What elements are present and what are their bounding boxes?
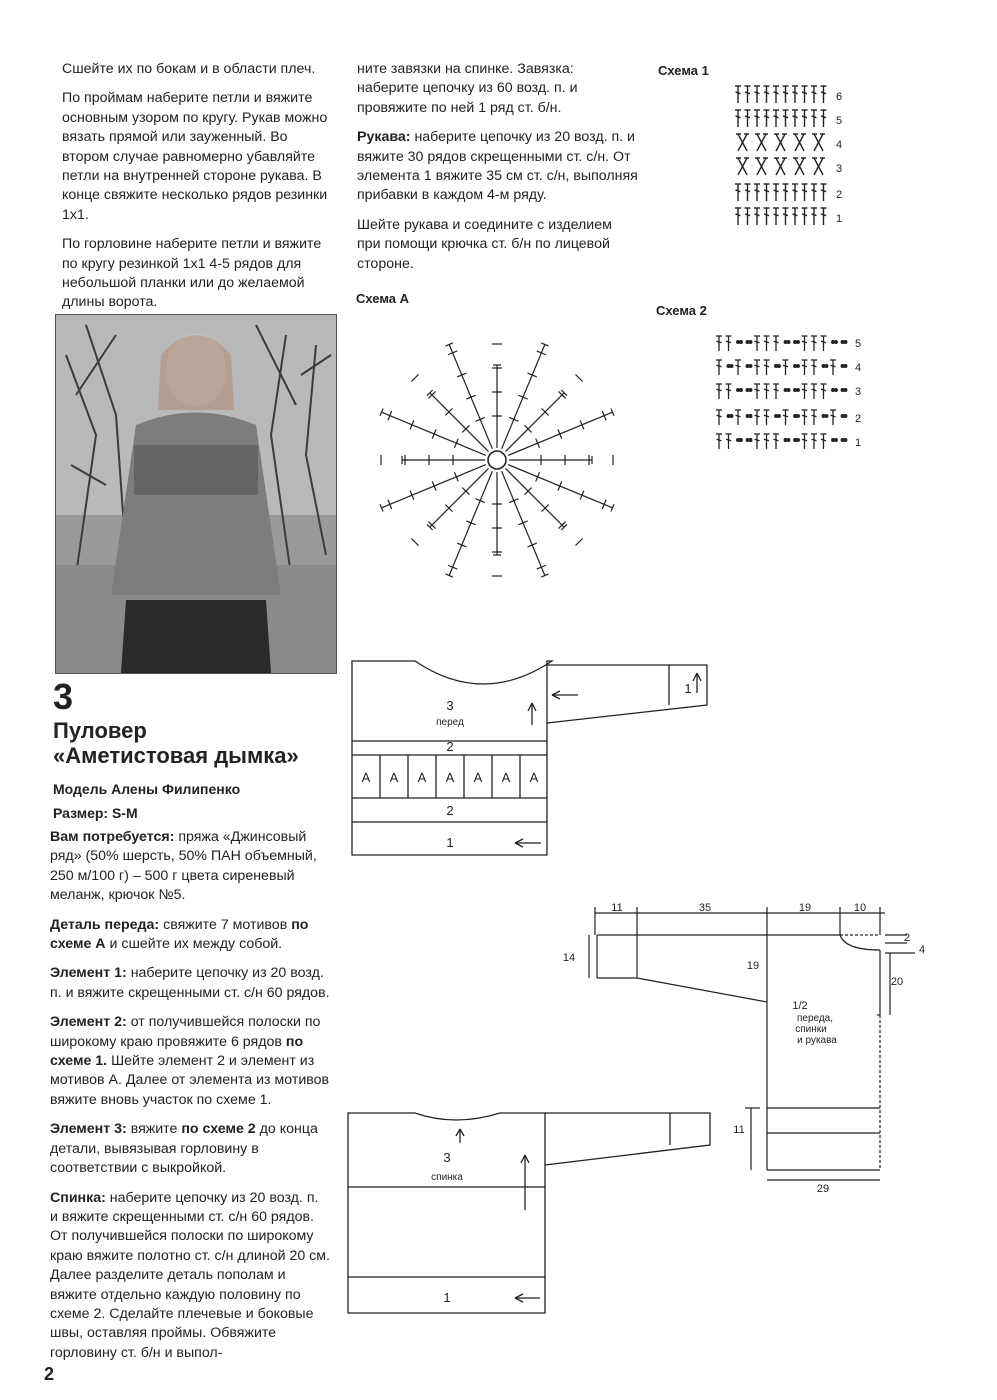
- front-bold: по схеме А: [50, 916, 309, 953]
- part-1-label: 1: [446, 835, 454, 850]
- motif-label: А: [473, 770, 483, 785]
- dimension-label: 14: [562, 952, 576, 964]
- paragraph: [50, 964, 330, 1003]
- paragraph: Сшейте их по бокам и в области плеч.: [62, 61, 316, 77]
- part-2-label: 2: [446, 739, 454, 754]
- center-label: и рукава: [797, 1035, 837, 1046]
- dimension-label: 11: [733, 1124, 745, 1136]
- row-number: 2: [836, 189, 843, 201]
- back-text: наберите цепочку из 20 возд. п. и вяжите скрещенными ст. с/н 60 рядов. От получившейся полоски по широкому краю вяжите полотно ст. с/н длиной 20 см. Далее разделите деталь пополам и вяжите отдельно каждую половину по схеме 2. Сделайте плечевые и боковые швы, оставляя проймы. Обвяжите горловину ст. б/н и выпол-: [50, 1189, 330, 1361]
- row-number: 2: [855, 413, 862, 425]
- center-label: 1/2: [792, 1000, 808, 1012]
- dimension-label: 2: [903, 932, 911, 944]
- paragraph: [50, 1189, 330, 1364]
- front-text: и сшейте их между собой.: [109, 936, 283, 953]
- dimension-label: 11: [611, 902, 623, 914]
- row-number: 3: [855, 386, 862, 398]
- author: Модель Алены Филипенко: [53, 781, 241, 797]
- motif-label: А: [445, 770, 455, 785]
- center-label: спинки: [795, 1024, 827, 1035]
- needs-text: пряжа «Джинсовый ряд» (50% шерсть, 50% ПАН объемный, 250 м/100 г) – 500 г цвета сиреневый меланж, крючок №5.: [50, 829, 317, 904]
- center-label: переда,: [796, 1013, 834, 1024]
- page-number: 2: [44, 1364, 55, 1384]
- paragraph: Шейте рукава и соедините с изделием при помощи крючка ст. б/н по лицевой стороне.: [357, 216, 612, 272]
- paragraph: [50, 1013, 330, 1110]
- scheme-2-chart: [715, 330, 865, 455]
- paragraph: [50, 1120, 330, 1178]
- scheme-1-chart: [732, 80, 852, 230]
- row-number: 5: [855, 338, 862, 350]
- article-number: 3: [53, 676, 74, 717]
- model-photo: [55, 314, 337, 674]
- article-body: [50, 828, 330, 1373]
- row-number: 6: [836, 91, 843, 103]
- motif-label: А: [389, 770, 399, 785]
- front-diagram: [340, 655, 720, 865]
- front-label: Деталь переда:: [50, 916, 160, 933]
- el2-bold: по схеме 1.: [50, 1033, 304, 1070]
- el2-text: Шейте элемент 2 и элемент из мотивов А. Далее от элемента из мотивов вяжите вновь участок по схеме 1.: [50, 1053, 330, 1108]
- motif-label: А: [361, 770, 371, 785]
- sleeves-label: Рукава:: [357, 129, 411, 146]
- front-label: перед: [436, 717, 464, 728]
- dimension-label: 35: [698, 902, 712, 914]
- row-number: 4: [836, 139, 843, 151]
- motif-label: А: [417, 770, 427, 785]
- el3-label: Элемент 3:: [50, 1121, 127, 1138]
- part-3-label: 3: [446, 698, 454, 713]
- sleeves-text: наберите цепочку из 20 возд. п. и вяжите 30 рядов скрещенными ст. с/н. От элемента 1 вяжите 35 см ст. с/н, выполняя прибавки в каждом 4-м ряду.: [357, 129, 638, 204]
- paragraph: ните завязки на спинке. Завязка: наберите цепочку из 60 возд. п. и провяжите по ней 1 ряд ст. б/н.: [357, 61, 578, 116]
- part-3-label: 3: [443, 1150, 451, 1165]
- el1-text: наберите цепочку из 20 возд. п. и вяжите скрещенными ст. с/н 60 рядов.: [50, 965, 330, 1001]
- dimension-label: 4: [918, 944, 926, 956]
- el2-text: от получившейся полоски по широкому краю провяжите 6 рядов: [50, 1014, 321, 1050]
- row-number: 1: [855, 437, 862, 449]
- paragraph: По проймам наберите петли и вяжите основным узором по кругу. Рукав можно вязать прямой или зауженный. Во втором случае равномерно убавляйте петли на внутренней стороне рукава. В конце свяжите несколько рядов резинки 1х1.: [62, 90, 328, 223]
- row-number: 1: [836, 213, 843, 225]
- article-title: [53, 718, 299, 768]
- scheme-2-title: Схема 2: [656, 303, 707, 318]
- scheme-a-chart: [345, 308, 645, 613]
- dimension-label: 19: [798, 902, 812, 914]
- back-label: Спинка:: [50, 1189, 106, 1206]
- el2-label: Элемент 2:: [50, 1014, 127, 1031]
- dimension-label: 20: [890, 976, 904, 988]
- title-line: «Аметистовая дымка»: [53, 743, 299, 768]
- row-number: 4: [855, 362, 862, 374]
- dimension-label: 10: [853, 902, 867, 914]
- needs-label: Вам потребуется:: [50, 829, 175, 845]
- back-label: спинка: [431, 1172, 463, 1183]
- top-column-1: [62, 60, 338, 323]
- paragraph: [50, 916, 330, 955]
- paragraph: По горловине наберите петли и вяжите по кругу резинкой 1х1 4-5 рядов для небольшой планки или до желаемой длины ворота.: [62, 236, 322, 311]
- dimension-label: 19: [746, 960, 760, 972]
- back-diagram: [340, 1105, 720, 1320]
- top-column-2: [357, 60, 639, 284]
- scheme-1-title: Схема 1: [658, 63, 709, 78]
- size: Размер: S-M: [53, 805, 138, 821]
- motif-label: А: [501, 770, 511, 785]
- el3-text: вяжите: [130, 1121, 178, 1138]
- el1-label: Элемент 1:: [50, 965, 127, 982]
- photo-image: [56, 315, 336, 673]
- title-line: Пуловер: [53, 718, 147, 743]
- paragraph: [357, 128, 639, 206]
- el3-text: до конца детали, вывязывая горловину в соответствии с выкройкой.: [50, 1121, 318, 1177]
- sleeve-label: 1: [684, 681, 692, 696]
- part-1-label: 1: [443, 1290, 451, 1305]
- motif-label: А: [529, 770, 539, 785]
- row-number: 3: [836, 163, 843, 175]
- scheme-a-title: Схема А: [356, 291, 410, 306]
- row-number: 5: [836, 115, 843, 127]
- dimension-label: 29: [816, 1183, 830, 1195]
- front-text: свяжите 7 мотивов: [163, 916, 288, 933]
- part-2-label: 2: [446, 803, 454, 818]
- el3-bold: по схеме 2: [181, 1121, 256, 1138]
- paragraph: [50, 828, 330, 906]
